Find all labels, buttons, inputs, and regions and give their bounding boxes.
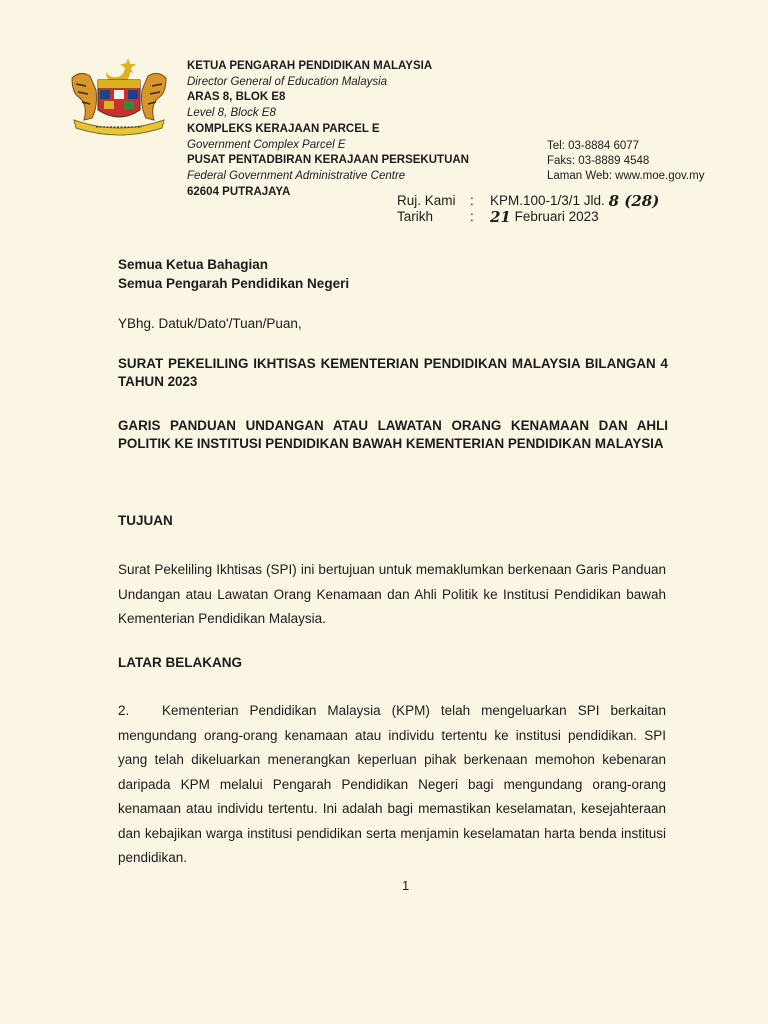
date-value: Februari 2023 (514, 209, 599, 224)
ruj-separator: : (470, 193, 474, 208)
address-level-english: Level 8, Block E8 (187, 107, 276, 120)
contact-fax: Faks: 03-8889 4548 (547, 155, 650, 167)
org-name-english: Director General of Education Malaysia (187, 75, 388, 88)
recipients (118, 255, 349, 293)
recipient-1: Semua Ketua Bahagian (118, 257, 269, 272)
ruj-label: Ruj. Kami (397, 193, 456, 208)
paragraph-tujuan: Surat Pekeliling Ikhtisas (SPI) ini bertujuan untuk memaklumkan berkenaan Garis Panduan Undangan atau Lawatan Orang Kenamaan dan Ahli Politik ke Institusi Pendidikan bawah Kementerian Pendidikan Malaysia. (118, 562, 666, 626)
ruj-handwritten: 8 (28) (608, 192, 660, 210)
paragraph-2-text: Kementerian Pendidikan Malaysia (KPM) telah mengeluarkan SPI berkaitan mengundang orang-orang kenamaan atau individu tertentu ke institusi pendidikan. SPI yang telah dikeluarkan menerangkan keperluan pihak berkenaan memohon kebenaran daripada KPM melalui Pengarah Pendidikan Negeri bagi mengundang orang-orang kenamaan atau individu tertentu. Ini adalah bagi memastikan keselamatan, kesejahteraan dan kebajikan warga institusi pendidikan serta menjamin keselamatan harta benda institusi pendidikan. (118, 703, 666, 865)
page-number: 1 (402, 878, 410, 893)
circular-title: SURAT PEKELILING IKHTISAS KEMENTERIAN PENDIDIKAN MALAYSIA BILANGAN 4 TAHUN 2023 (118, 356, 668, 389)
date-label: Tarikh (397, 209, 434, 224)
date-row (397, 209, 659, 225)
date-separator: : (470, 209, 474, 224)
ruj-value: KPM.100-1/3/1 Jld. (490, 193, 605, 208)
malaysia-coat-of-arms-icon (66, 54, 172, 138)
contact-tel: Tel: 03-8884 6077 (547, 140, 640, 152)
reference-block (397, 193, 659, 225)
paragraph-2 (118, 699, 666, 871)
date-handwritten-day: 21 (490, 208, 511, 226)
section-heading-latar-belakang: LATAR BELAKANG (118, 655, 242, 670)
address-centre-english: Federal Government Administrative Centre (187, 169, 406, 182)
paragraph-number: 2. (118, 703, 130, 718)
address-postcode: 62604 PUTRAJAYA (187, 185, 291, 198)
address-complex-english: Government Complex Parcel E (187, 138, 346, 151)
salutation: YBhg. Datuk/Dato'/Tuan/Puan, (118, 316, 302, 331)
recipient-2: Semua Pengarah Pendidikan Negeri (118, 276, 350, 291)
address-centre: PUSAT PENTADBIRAN KERAJAAN PERSEKUTUAN (187, 154, 469, 167)
address-complex: KOMPLEKS KERAJAAN PARCEL E (187, 122, 380, 135)
letterhead-contact (547, 139, 704, 184)
letterhead-address (187, 59, 469, 200)
section-heading-tujuan: TUJUAN (118, 513, 173, 528)
circular-subject: GARIS PANDUAN UNDANGAN ATAU LAWATAN ORANG KENAMAAN DAN AHLI POLITIK KE INSTITUSI PENDIDIKAN BAWAH KEMENTERIAN PENDIDIKAN MALAYSIA (118, 418, 668, 451)
address-level: ARAS 8, BLOK E8 (187, 91, 286, 104)
org-name: KETUA PENGARAH PENDIDIKAN MALAYSIA (187, 60, 433, 72)
reference-row (397, 193, 659, 209)
contact-web: Laman Web: www.moe.gov.my (547, 170, 705, 182)
